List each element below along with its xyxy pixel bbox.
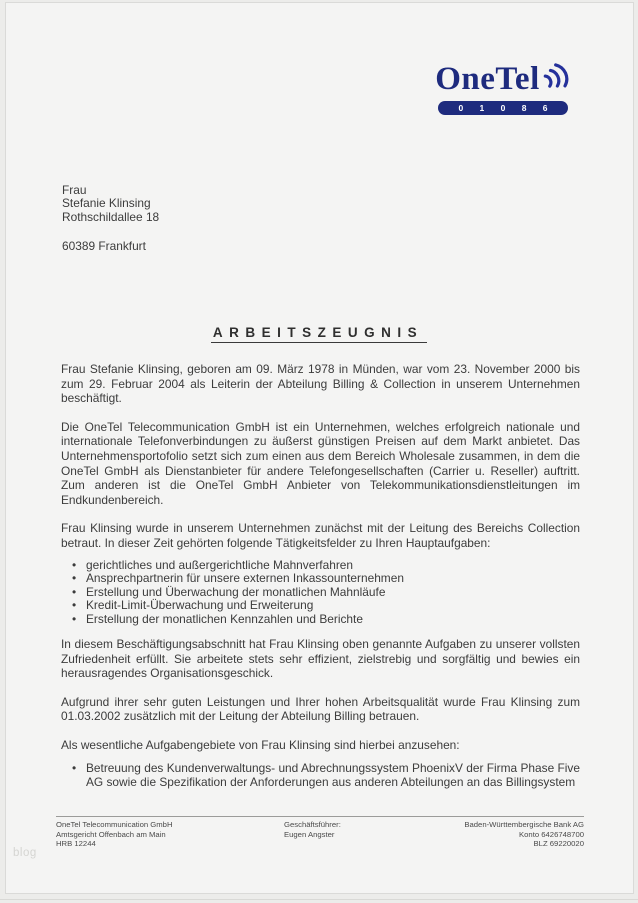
paragraph-promotion: Aufgrund ihrer sehr guten Leistungen und Ihrer hohen Arbeitsqualität wurde Frau Klinsing zum 01.03.2002 zusätzlich mit der Leitung der Abteilung Billing betrauen. bbox=[61, 694, 580, 724]
recipient-street: Rothschildallee 18 bbox=[62, 209, 160, 224]
footer-bank-account: Konto 6426748700 bbox=[519, 829, 584, 839]
letter-footer bbox=[56, 816, 584, 849]
scan-edge-line bbox=[0, 899, 638, 900]
paragraph-employment-period: Frau Stefanie Klinsing, geboren am 09. März 1978 in Münden, war vom 23. November 2000 bis zum 29. Februar 2004 als Leiterin der Abteilung Billing & Collection in unserem Unternehmen beschäftigt. bbox=[61, 362, 580, 406]
list-item: • Kredit-Limit-Überwachung und Erweiterung bbox=[61, 599, 580, 613]
blog-watermark: blog bbox=[13, 847, 37, 859]
footer-management-block bbox=[284, 820, 414, 849]
document-title: ARBEITSZEUGNIS bbox=[211, 325, 427, 343]
footer-bank-name: Baden-Württembergische Bank AG bbox=[464, 820, 584, 829]
footer-management-name: Eugen Angster bbox=[284, 829, 335, 839]
document-title-row bbox=[0, 324, 638, 343]
recipient-city: 60389 Frankfurt bbox=[62, 238, 146, 253]
footer-company-name: OneTel Telecommunication GmbH bbox=[56, 820, 173, 829]
logo-brand-text: OneTel bbox=[435, 61, 540, 97]
paragraph-company-description: Die OneTel Telecommunication GmbH ist ein Unternehmen, welches erfolgreich nationale und internationale Telefonverbindungen zu äußerst günstigen Preisen auf dem Markt anbietet. Das Unternehmensportofolio setzt sich zum einen aus dem Bereich Wholesale zusammen, in dem die OneTel GmbH als Dienstanbieter für andere Telefongesellschaften (Carrier u. Reseller) auftritt. Zum anderen ist die OneTel GmbH Anbieter von Telekommunikationsdienstleitungen im Endkundenbereich. bbox=[61, 419, 580, 507]
recipient-salutation: Frau bbox=[62, 183, 87, 197]
letter-body bbox=[61, 362, 580, 801]
task-list-billing bbox=[61, 761, 580, 790]
list-item: • Erstellung der monatlichen Kennzahlen und Berichte bbox=[61, 613, 580, 627]
list-item: • gerichtliches und außergerichtliche Mahnverfahren bbox=[61, 559, 580, 573]
onetel-logo bbox=[432, 62, 574, 115]
paragraph-performance: In diesem Beschäftigungsabschnitt hat Frau Klinsing oben genannte Aufgaben zu unserer vollsten Zufriedenheit erfüllt. Sie arbeitete stets sehr effizient, zielstrebig und sorgfältig und bewies ein herausragendes Organisationsgeschick. bbox=[61, 637, 580, 681]
footer-company-block bbox=[56, 820, 284, 849]
list-item: • Ansprechpartnerin für unsere externen Inkassounternehmen bbox=[61, 572, 580, 586]
footer-bank-blz: BLZ 69220020 bbox=[533, 839, 584, 849]
footer-bank-block bbox=[414, 820, 584, 849]
footer-management-label: Geschäftsführer: bbox=[284, 820, 341, 829]
footer-company-register: HRB 12244 bbox=[56, 839, 96, 849]
logo-number-badge: 0 1 0 8 6 bbox=[438, 101, 568, 115]
recipient-name: Stefanie Klinsing bbox=[62, 196, 151, 211]
paragraph-first-role: Frau Klinsing wurde in unserem Unternehmen zunächst mit der Leitung des Bereichs Collection betraut. In dieser Zeit gehörten folgende Tätigkeitsfelder zu Ihren Hauptaufgaben: bbox=[61, 521, 580, 550]
signal-waves-icon bbox=[541, 63, 571, 100]
task-list-collection bbox=[61, 559, 580, 627]
recipient-address bbox=[62, 184, 159, 253]
paragraph-second-role: Als wesentliche Aufgabengebiete von Frau Klinsing sind hierbei anzusehen: bbox=[61, 738, 460, 752]
footer-company-court: Amtsgericht Offenbach am Main bbox=[56, 829, 166, 839]
list-item: • Erstellung und Überwachung der monatlichen Mahnläufe bbox=[61, 586, 580, 600]
list-item: • Betreuung des Kundenverwaltungs- und Abrechnungssystem PhoenixV der Firma Phase Five AG sowie die Spezifikation der Anforderungen aus anderen Abteilungen an das Billingsystem bbox=[61, 761, 580, 790]
